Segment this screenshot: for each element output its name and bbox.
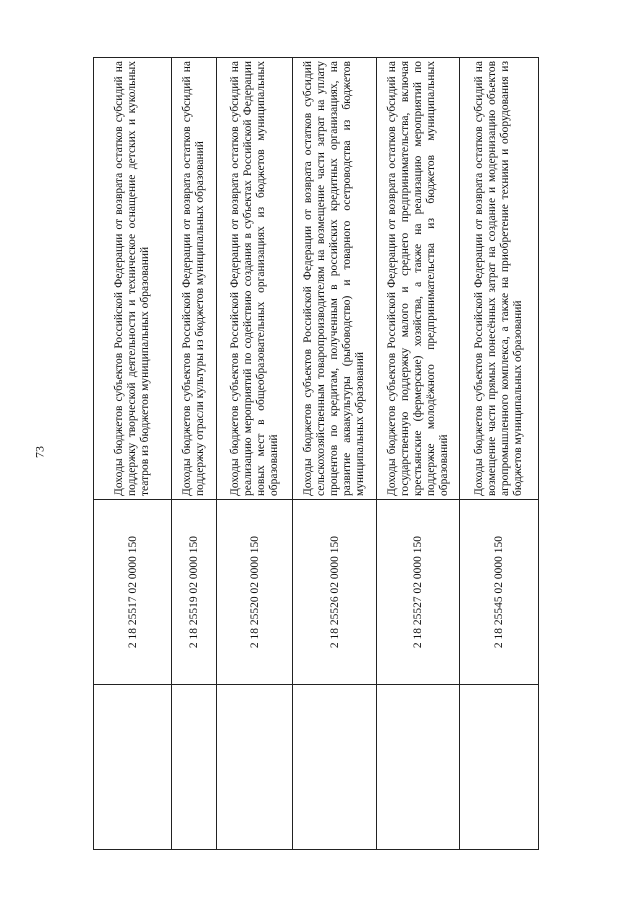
rotated-table-frame: [93, 58, 538, 850]
empty-cell: [460, 685, 539, 850]
table-row: [377, 58, 460, 850]
table-row: [217, 58, 293, 850]
table-row: [460, 58, 539, 850]
description-cell: Доходы бюджетов субъектов Российской Федерации от возврата остатков субсидий на поддержку отрасли культуры из бюджетов муниципальных образований: [172, 58, 217, 500]
table-row: [293, 58, 377, 850]
table-container: [93, 58, 538, 850]
empty-cell: [377, 685, 460, 850]
budget-code-cell: 2 18 25519 02 0000 150: [172, 500, 217, 685]
table-row: [172, 58, 217, 850]
description-cell: Доходы бюджетов субъектов Российской Федерации от возврата остатков субсидий на возмещение части прямых понесённых затрат на создание и модернизацию объектов агропромышленного комплекса, а также на приобретение техники и оборудования из бюджетов муниципальных образований: [460, 58, 539, 500]
budget-code-cell: 2 18 25526 02 0000 150: [293, 500, 377, 685]
description-cell: Доходы бюджетов субъектов Российской Федерации от возврата остатков субсидий сельскохозяйственным товаропроизводителям на возмещение части затрат на уплату процентов по кредитам, полученным в российских кредитных организациях, на развитие аквакультуры (рыбоводство) и товарного осетроводства из бюджетов муниципальных образований: [293, 58, 377, 500]
empty-cell: [293, 685, 377, 850]
budget-codes-table: [93, 57, 539, 850]
description-cell: Доходы бюджетов субъектов Российской Федерации от возврата остатков субсидий на реализацию мероприятий по содействию создания в субъектах Российской Федерации новых мест в общеобразовательных организациях из бюджетов муниципальных образований: [217, 58, 293, 500]
table-row: [94, 58, 172, 850]
empty-cell: [172, 685, 217, 850]
description-cell: Доходы бюджетов субъектов Российской Федерации от возврата остатков субсидий на государственную поддержку малого и среднего предпринимательства, включая крестьянские (фермерские) хозяйства, а также на реализацию мероприятий по поддержке молодёжного предпринимательства из бюджетов муниципальных образований: [377, 58, 460, 500]
budget-code-cell: 2 18 25527 02 0000 150: [377, 500, 460, 685]
empty-cell: [94, 685, 172, 850]
description-cell: Доходы бюджетов субъектов Российской Федерации от возврата остатков субсидий на поддержку творческой деятельности и техническое оснащение детских и кукольных театров из бюджетов муниципальных образований: [94, 58, 172, 500]
page-number: 73: [32, 446, 47, 458]
budget-code-cell: 2 18 25520 02 0000 150: [217, 500, 293, 685]
empty-cell: [217, 685, 293, 850]
budget-code-cell: 2 18 25545 02 0000 150: [460, 500, 539, 685]
budget-code-cell: 2 18 25517 02 0000 150: [94, 500, 172, 685]
